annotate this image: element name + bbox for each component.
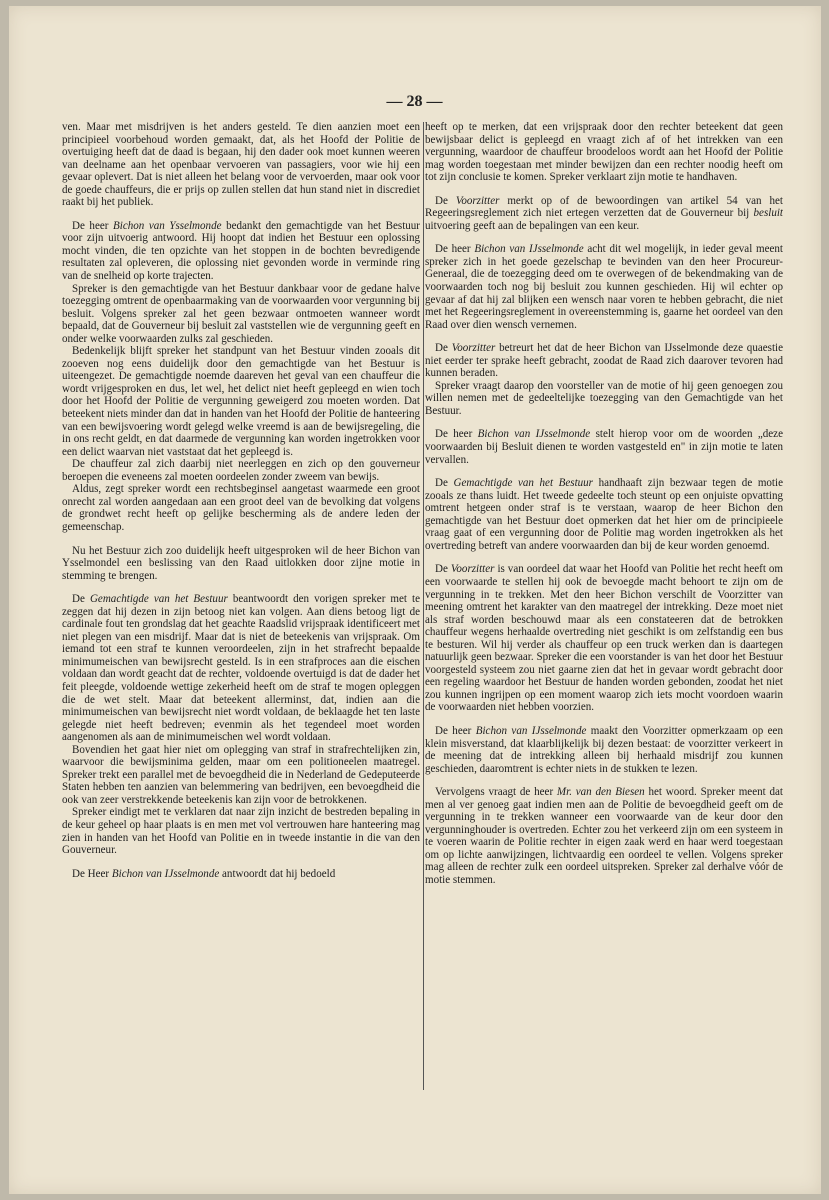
speaker-name: Mr. van den Biesen — [556, 786, 645, 799]
paragraph — [425, 195, 783, 233]
speaker-name: Voorzitter — [455, 194, 500, 207]
paragraph — [62, 868, 420, 881]
paragraph — [425, 121, 783, 184]
speaker-name: Bichon van IJsselmonde — [111, 867, 220, 880]
paragraph-text: Spreker vraagt daarop den voorsteller van de motie of hij geen genoegen zou willen nemen met de gedeeltelijke toezegging van den Gemachtigde van het Bestuur. — [425, 379, 783, 417]
paragraph-text: betreurt het dat de heer Bichon van IJsselmonde deze quaestie niet eerder ter sprake heeft gebracht, zoodat de Raad zich daarover tevoren had kunnen beraden. — [425, 342, 783, 380]
paragraph-gap — [425, 714, 783, 725]
paragraph — [425, 243, 783, 331]
speaker-name: besluit — [753, 207, 783, 220]
speaker-name: Bichon van IJsselmonde — [475, 724, 587, 737]
paragraph-text: De heer — [435, 724, 476, 737]
paragraph-gap — [425, 232, 783, 243]
paragraph — [425, 563, 783, 714]
paragraph — [62, 593, 420, 744]
paragraph-text: Spreker is den gemachtigde van het Bestuur dankbaar voor de gedane halve toezegging omtrent de openbaarmaking van de voorwaarden voor vergunning bij besluit. Volgens spreker zal het geen bezwaar ontmoeten wanneer wordt bepaald, dat de Gouverneur bij besluit zal vaststellen wie de vergunning geeft en onder welke voorwaarden zulks zal geschieden. — [62, 282, 420, 345]
paragraph-text: Vervolgens vraagt de heer — [435, 786, 557, 799]
paragraph-text: De — [435, 342, 452, 355]
paragraph — [425, 477, 783, 552]
paragraph-text: De chauffeur zal zich daarbij niet neerleggen en zich op den gouverneur beroepen die eveneens zal moeten oordeelen zonder zweem van bewijs. — [62, 458, 420, 483]
paragraph-text: heeft op te merken, dat een vrijspraak door den rechter beteekent dat geen bewijsbaar delict is gepleegd en vraagt zich af of het intrekken van een vergunning, waardoor de chauffeur broodeloos wordt aan het Hoofd der Politie mag worden toegestaan met minder bewijzen dan een rechter noodig heeft om tot zijn conclusie te komen. Spreker verklaart zijn motie te handhaven. — [425, 121, 783, 184]
paragraph-gap — [425, 331, 783, 342]
paragraph-text: De — [435, 477, 454, 490]
paragraph — [62, 483, 420, 533]
column-divider — [423, 122, 424, 1090]
paragraph-gap — [425, 184, 783, 195]
paragraph — [62, 220, 420, 283]
paragraph-text: Bedenkelijk blijft spreker het standpunt van het Bestuur vinden zooals dit zooeven nog eens duidelijk door den gemachtigde van het Bestuur is uiteengezet. De gemachtigde noemde daareven het geval van een chauffeur die wordt vrijgesproken en dus, let wel, het delict niet heeft gepleegd en wien toch door het Hoofd der Politie de vergunning geweigerd zou moeten worden. Dat beteekent niets minder dan dat in handen van het Hoofd der Politie de hanteering van een bewijsvoering wordt gelegd welke vreemd is aan de bewijsregeling, die in ons recht geldt, en dat daarmede de vergunning kan worden ingetrokken voor een delict waarvan niet vaststaat dat het gepleegd is. — [62, 345, 420, 458]
speaker-name: Voorzitter — [450, 563, 495, 576]
paragraph — [425, 342, 783, 380]
paragraph-gap — [62, 857, 420, 868]
paragraph — [62, 806, 420, 856]
speaker-name: Bichon van IJsselmonde — [477, 428, 591, 441]
paragraph-text: handhaaft zijn bezwaar tegen de motie zooals ze thans luidt. Het tweede gedeelte toch steunt op een onjuiste opvatting omtrent hetgeen onder straf is te verstaan, waarop de heer Bichon den gemachtigde van het Bestuur doet opmerken dat het hier om de principieele vraag gaat of een vergunning door de Politie mag worden ingetrokken als het overtreding betreft van andere voorwaarden dan bij de keur worden genoemd. — [425, 477, 783, 552]
paragraph-text: De Heer — [72, 867, 112, 880]
paragraph — [62, 121, 420, 209]
paragraph-text: De heer — [435, 243, 475, 256]
paragraph-text: beantwoordt den vorigen spreker met te zeggen dat hij dezen in zijn betoog niet kan volgen. Aan diens betoog ligt de cardinale fout ten grondslag dat het geachte Raadslid vrijspraak identificeert met niet plegen van een misdrijf. Maar dat is niet de beteekenis van vrijspraak. Om iemand tot een straf te kunnen veroordeelen, zijn in het strafrecht bepaalde minimumeischen van bewijsrecht gesteld. Is in een strafproces aan die eischen voldaan dan wordt geacht dat de rechter, voldoende overtuigd is dat de dader het feit pleegde, voldoende wettige zekerheid heeft om de straf te mogen opleggen die de wet stelt. Maar dat beteekent allerminst, dat, indien aan die minimumeischen van bewijsrecht niet wordt voldaan, de beklaagde het ten laste gelegde niet heeft bedreven; evenmin als het tegendeel moet worden aangenomen als aan de minimumeischen wel wordt voldaan. — [62, 593, 420, 744]
speaker-name: Bichon van Ysselmonde — [113, 219, 222, 232]
paragraph-text: Bovendien het gaat hier niet om oplegging van straf in strafrechtelijken zin, waarvoor die bewijsminima gelden, maar om een politioneelen maatregel. Spreker trekt een parallel met de bevoegdheid die in Nederland de Gedeputeerde Staten hebben ten aanzien van belemmering van bedrijven, een bevoegdheid die ook van zeer verstrekkende beteekenis kan zijn voor de betrokkenen. — [62, 743, 420, 806]
paragraph — [425, 725, 783, 775]
paragraph-text: ven. Maar met misdrijven is het anders gesteld. Te dien aanzien moet een principieel voorbehoud worden gemaakt, dat, als het Hoofd der Politie de overtuiging heeft dat de daad is begaan, hij den dader ook moet kunnen weeren van deelname aan het openbaar vervoeren van passagiers, voor wie hij een gevaar oplevert. Dat is niet alleen het belang voor de vervoerden, maar ook voor de goede chauffeurs, die er prijs op zullen stellen dat hun stand niet in discrediet raakt bij het publiek. — [62, 121, 420, 209]
paragraph — [62, 458, 420, 483]
right-column — [425, 121, 783, 1106]
speaker-name: Gemachtigde van het Bestuur — [89, 593, 228, 606]
speaker-name: Gemachtigde van het Bestuur — [453, 477, 593, 490]
paragraph — [425, 786, 783, 886]
paragraph-text: antwoordt dat hij bedoeld — [219, 867, 336, 880]
paragraph-gap — [425, 775, 783, 786]
paragraph — [425, 428, 783, 466]
paragraph-text: het woord. Spreker meent dat men al ver genoeg gaat indien men aan de Politie de bevoegdheid geeft om de vergunning in te trekken wanneer een voorwaarde van de keur door den vergunninghouder is overtreden. Echter zou het verkeerd zijn om een systeem in te voeren waarin de Politie rechter in eigen zaak werd en haar werd toegestaan om op lichte aanwijzingen, lichtvaardig een oordeel te vellen. Volgens spreker mag alleen de rechter zulk een oordeel uitspreken. Spreker zal derhalve vóór de motie stemmen. — [425, 786, 783, 886]
paragraph — [62, 744, 420, 807]
paragraph — [62, 345, 420, 458]
paragraph-text: uitvoering geeft aan de bepalingen van een keur. — [425, 219, 640, 232]
paragraph-text: bedankt den gemachtigde van het Bestuur voor zijn uitvoerig antwoord. Hij hoopt dat indien het Bestuur een oplossing mocht vinden, die ten opzichte van het stoppen in de bochten bevredigende resultaten zal opleveren, die oplossing niet gevonden worde in verminde ring van de snelheid op korte trajecten. — [62, 219, 420, 283]
speaker-name: Bichon van IJsselmonde — [474, 243, 584, 256]
paragraph-text: De heer — [435, 428, 478, 441]
paragraph-gap — [425, 552, 783, 563]
paragraph — [425, 380, 783, 418]
paragraph-gap — [425, 466, 783, 477]
paragraph-text: merkt op of de bewoordingen van artikel 54 van het Regeeringsreglement zich niet ertegen verzetten dat de Gouverneur bij — [425, 194, 783, 220]
paragraph-text: acht dit wel mogelijk, in ieder geval meent spreker zich in het goede gezelschap te bevinden van den heer Procureur-Generaal, die de toezegging deed om te overwegen of de bekendmaking van de voorwaarden toch nog bij besluit zou kunnen geschieden. Hij wil echter op gevaar af dat hij zal blijken een wensch naar voren te hebben gebracht, die niet met het Regeeringsreglement in overeenstemming is, gaarne het oordeel van den Raad over dien wensch vernemen. — [425, 243, 783, 331]
paragraph-text: maakt den Voorzitter opmerkzaam op een klein misverstand, dat klaarblijkelijk bij dezen bestaat: de voorzitter verkeert in de meening dat de intrekking alleen bij herhaald misdrijf zou kunnen geschieden, daaromtrent is echter niets in de stukken te lezen. — [425, 724, 783, 775]
paragraph-text: De — [435, 563, 451, 576]
paragraph-text: Spreker eindigt met te verklaren dat naar zijn inzicht de bestreden bepaling in de keur geheel op haar plaats is en men met vol vertrouwen hare hanteering mag zien in handen van het Hoofd van Politie en in tweede instantie in die van den Gouverneur. — [62, 806, 420, 857]
paragraph-text: Aldus, zegt spreker wordt een rechtsbeginsel aangetast waarmede een groot onrecht zal worden aangedaan aan een groot deel van de bevolking dat volgens de grondwet recht heeft op gelijke bescherming als de andere leden der gemeenschap. — [62, 483, 420, 533]
paragraph-gap — [62, 209, 420, 220]
left-column — [62, 121, 420, 1083]
paragraph-gap — [425, 417, 783, 428]
paragraph — [62, 545, 420, 583]
speaker-name: Voorzitter — [451, 342, 496, 355]
page-number: — 28 — — [386, 93, 443, 110]
paragraph-text: De — [72, 593, 90, 606]
paragraph-text: Nu het Bestuur zich zoo duidelijk heeft uitgesproken wil de heer Bichon van Ysselmondel een beslissing van den Raad uitlokken door zijne motie in stemming te brengen. — [62, 544, 420, 582]
paragraph-text: is van oordeel dat waar het Hoofd van Politie het recht heeft om een voorwaarde te stellen hij ook de bevoegde macht behoort te zijn om de vergunning in te trekken. Met den heer Bichon verschilt de Voorzitter van meening omtrent het karakter van den maatregel der intrekking. Deze moet niet als straf worden beschouwd maar als een constateeren dat de betrokken chauffeur wegens herhaalde overtreding niet geschikt is om zelfstandig een bus te besturen. Wil hij verder als chauffeur op een truck werken dan is daartegen natuurlijk geen bezwaar. Spreker die een voorstander is van het door het Bestuur voorgesteld systeem zou niet gaarne zien dat het in gevaar wordt gebracht door een regeling waardoor het Bestuur de handen worden gebonden, zoodat het niet zou kunnen ingrijpen op een moment waarop zich iets mocht voordoen waarin de voorwaarden niet hebben voorzien. — [425, 563, 783, 714]
paragraph-text: De — [435, 194, 456, 207]
paragraph — [62, 283, 420, 346]
paragraph-text: De heer — [72, 219, 113, 232]
paragraph-gap — [62, 534, 420, 545]
paragraph-text: stelt hierop voor om de woorden „deze voorwaarden bij Besluit dienen te worden vastgesteld en" in zijn motie te laten vervallen. — [425, 428, 783, 466]
paragraph-gap — [62, 582, 420, 593]
